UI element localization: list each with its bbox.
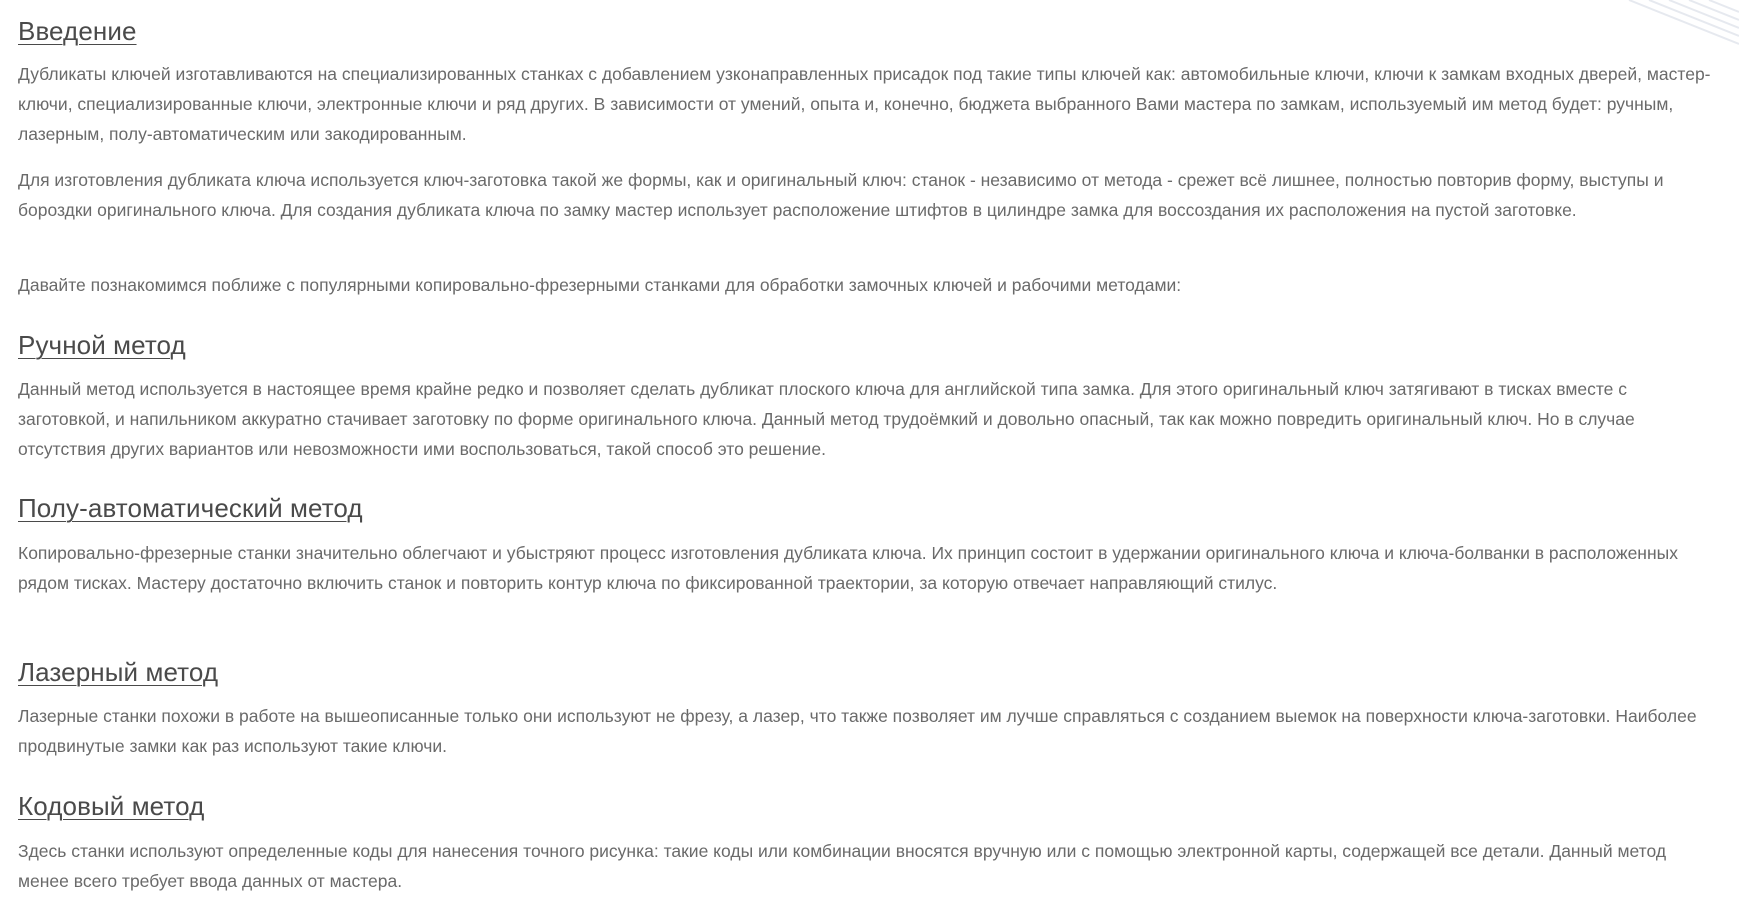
section-heading: Полу-автоматический метод [18,493,363,523]
corner-decoration [1589,0,1739,60]
section-heading: Кодовый метод [18,791,205,821]
paragraph: Копировально-фрезерные станки значительно облегчают и убыстряют процесс изготовления дубликата ключа. Их принцип состоит в удержании оригинального ключа и ключа-болванки в расположенных рядом тисках. Мастеру достаточно включить станок и повторить контур ключа по фиксированной траектории, за которую отвечает направляющий стилус. [18,543,1678,593]
paragraph: Лазерные станки похожи в работе на вышеописанные только они используют не фрезу, а лазер, что также позволяет им лучше справляться с созданием выемок на поверхности ключа-заготовки. Наиболее продвинутые замки как раз используют такие ключи. [18,706,1697,756]
section-heading: Лазерный метод [18,657,219,687]
paragraph: Дубликаты ключей изготавливаются на специализированных станках с добавлением узконаправленных присадок под такие типы ключей как: автомобильные ключи, ключи к замкам входных дверей, мастер-ключи, специализированные ключи, электронные ключи и ряд других. В зависимости от умений, опыта и, конечно, бюджета выбранного Вами мастера по замкам, используемый им метод будет: ручным, лазерным, полу-автоматическим или закодированным. [18,64,1711,144]
paragraph: Давайте познакомимся поближе с популярными копировально-фрезерными станками для обработки замочных ключей и рабочими методами: [18,275,1182,295]
section-heading: Введение [18,16,137,46]
paragraph: Для изготовления дубликата ключа используется ключ-заготовка такой же формы, как и оригинальный ключ: станок - независимо от метода - срежет всё лишнее, полностью повторив форму, выступы и бороздки оригинального ключа. Для создания дубликата ключа по замку мастер использует расположение штифтов в цилиндре замка для воссоздания их расположения на пустой заготовке. [18,170,1664,220]
paragraph: Данный метод используется в настоящее время крайне редко и позволяет сделать дубликат плоского ключа для английской типа замка. Для этого оригинальный ключ затягивают в тисках вместе с заготовкой, и напильником аккуратно стачивает заготовку по форме оригинального ключа. Данный метод трудоёмкий и довольно опасный, так как можно повредить оригинальный ключ. Но в случае отсутствия других вариантов или невозможности ими воспользоваться, такой способ это решение. [18,379,1635,459]
section-heading: Ручной метод [18,330,186,360]
paragraph: Здесь станки используют определенные коды для нанесения точного рисунка: такие коды или комбинации вносятся вручную или с помощью электронной карты, содержащей все детали. Данный метод менее всего требует ввода данных от мастера. [18,841,1667,891]
